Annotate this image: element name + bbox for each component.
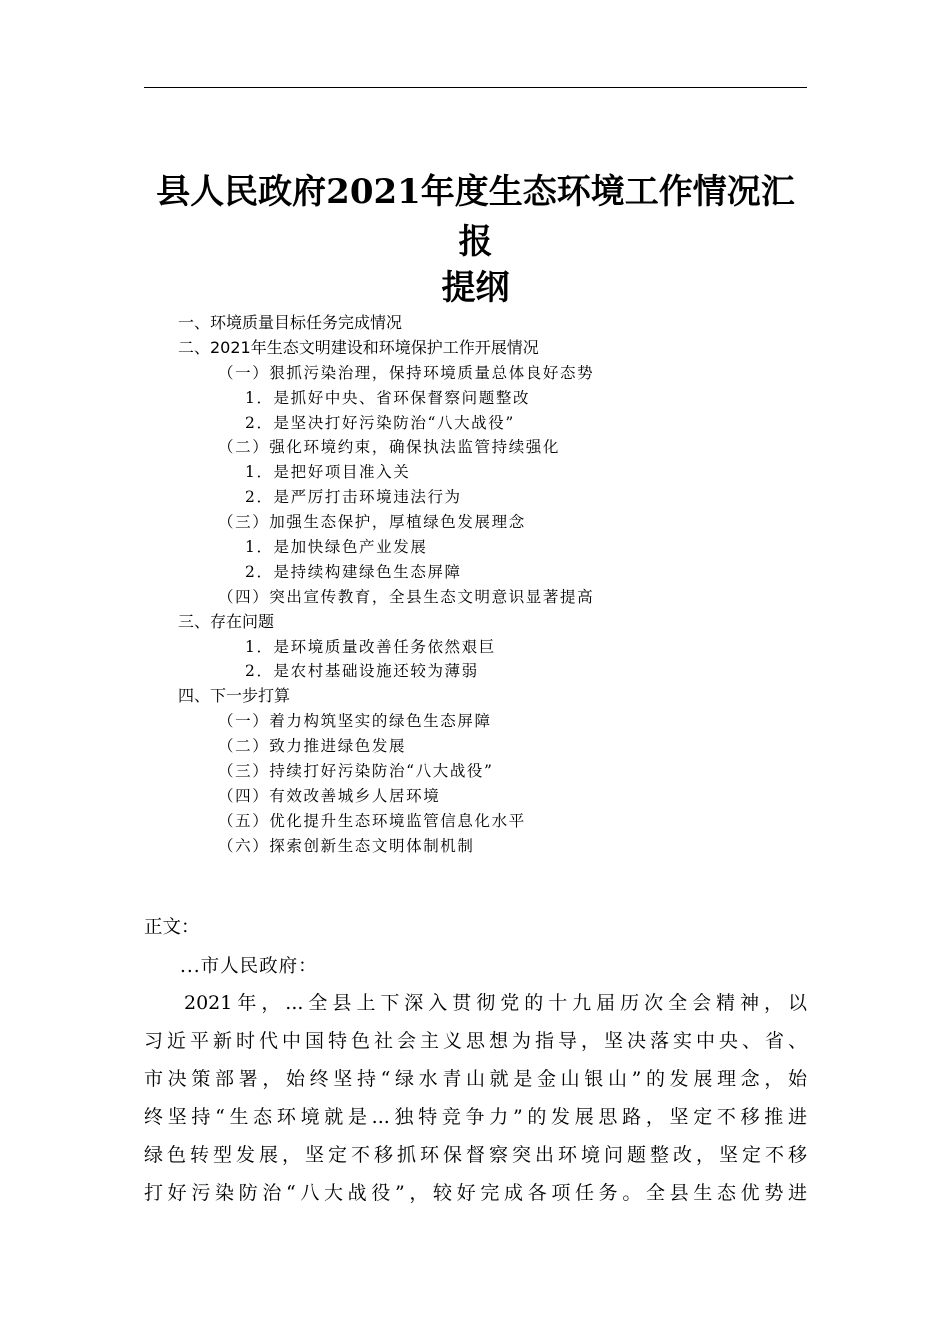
outline-item-text: （六）探索创新生态文明体制机制 bbox=[218, 836, 475, 855]
outline-list bbox=[0, 311, 950, 859]
outline-item-text: 一、环境质量目标任务完成情况 bbox=[178, 313, 403, 332]
outline-item bbox=[0, 759, 950, 784]
outline-item bbox=[0, 386, 950, 411]
document-subtitle: 提纲 bbox=[441, 268, 510, 308]
outline-item bbox=[0, 311, 950, 336]
outline-item bbox=[0, 336, 950, 361]
outline-item bbox=[0, 361, 950, 386]
outline-item-text: （二）致力推进绿色发展 bbox=[218, 737, 407, 756]
document-title-line-2: 报 bbox=[458, 222, 493, 262]
outline-item bbox=[0, 610, 950, 635]
paragraph-line: 终坚持“生态环境就是...独特竞争力”的发展思路，坚定不移推进 bbox=[144, 1106, 807, 1128]
outline-item bbox=[0, 709, 950, 734]
outline-item-text: （三）加强生态保护，厚植绿色发展理念 bbox=[218, 513, 526, 532]
document-title-line-1: 县人民政府2021年度生态环境工作情况汇 bbox=[156, 172, 795, 212]
outline-item bbox=[0, 659, 950, 684]
outline-item-text: （一）狠抓污染治理，保持环境质量总体良好态势 bbox=[218, 363, 595, 382]
outline-item-text: 1．是加快绿色产业发展 bbox=[245, 538, 428, 557]
outline-item-text: 1．是环境质量改善任务依然艰巨 bbox=[245, 637, 496, 656]
outline-item-text: 1．是把好项目准入关 bbox=[245, 463, 411, 482]
outline-item-text: 1．是抓好中央、省环保督察问题整改 bbox=[245, 388, 531, 407]
outline-item bbox=[0, 485, 950, 510]
salutation: ...市人民政府： bbox=[180, 956, 318, 977]
outline-item bbox=[0, 535, 950, 560]
outline-item bbox=[0, 684, 950, 709]
outline-item-text: （二）强化环境约束，确保执法监管持续强化 bbox=[218, 438, 561, 457]
outline-item-text: 2．是严厉打击环境违法行为 bbox=[245, 488, 462, 507]
outline-item-text: （三）持续打好污染防治“八大战役” bbox=[218, 762, 494, 781]
paragraph-line: 习近平新时代中国特色社会主义思想为指导，坚决落实中央、省、 bbox=[144, 1030, 807, 1052]
outline-item bbox=[0, 411, 950, 436]
outline-item bbox=[0, 734, 950, 759]
outline-item-text: 2．是持续构建绿色生态屏障 bbox=[245, 562, 462, 581]
outline-item-text: 2．是农村基础设施还较为薄弱 bbox=[245, 662, 479, 681]
paragraph-line: 绿色转型发展，坚定不移抓环保督察突出环境问题整改，坚定不移 bbox=[144, 1144, 807, 1166]
outline-item-text: 2．是坚决打好污染防治“八大战役” bbox=[245, 413, 515, 432]
outline-item bbox=[0, 585, 950, 610]
body-label: 正文： bbox=[144, 917, 200, 938]
body-paragraph bbox=[144, 988, 807, 1216]
outline-item bbox=[0, 635, 950, 660]
outline-item-text: （四）突出宣传教育，全县生态文明意识显著提高 bbox=[218, 587, 595, 606]
outline-item-text: （一）着力构筑坚实的绿色生态屏障 bbox=[218, 712, 492, 731]
header-rule bbox=[144, 87, 807, 88]
paragraph-line: 打好污染防治“八大战役”，较好完成各项任务。全县生态优势进 bbox=[144, 1182, 807, 1204]
outline-item-text: 四、下一步打算 bbox=[178, 686, 291, 706]
outline-item-text: （四）有效改善城乡人居环境 bbox=[218, 786, 441, 805]
paragraph-line: 市决策部署，始终坚持“绿水青山就是金山银山”的发展理念，始 bbox=[144, 1068, 807, 1090]
outline-item bbox=[0, 560, 950, 585]
outline-item-text: 三、存在问题 bbox=[178, 611, 275, 631]
outline-item bbox=[0, 435, 950, 460]
paragraph-line: 2021年，...全县上下深入贯彻党的十九届历次全会精神，以 bbox=[184, 992, 807, 1014]
outline-item bbox=[0, 784, 950, 809]
outline-item bbox=[0, 460, 950, 485]
outline-item bbox=[0, 510, 950, 535]
outline-item-text: （五）优化提升生态环境监管信息化水平 bbox=[218, 811, 526, 830]
outline-item-text: 二、2021年生态文明建设和环境保护工作开展情况 bbox=[178, 337, 539, 357]
outline-item bbox=[0, 834, 950, 859]
outline-item bbox=[0, 809, 950, 834]
